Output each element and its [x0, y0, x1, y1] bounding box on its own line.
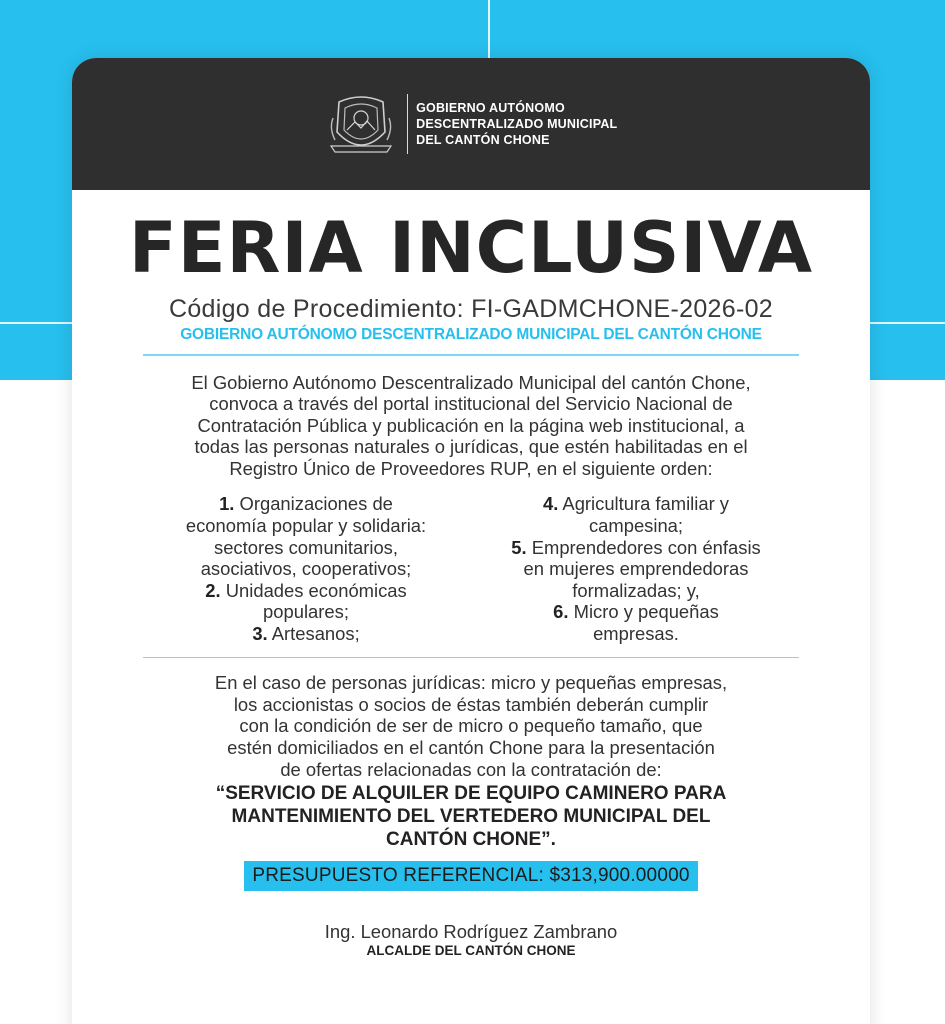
conditions-line: estén domiciliados en el cantón Chone para la presentación — [227, 736, 715, 758]
order-list-right — [471, 493, 801, 644]
intro-line: todas las personas naturales o jurídicas, que estén habilitadas en el — [194, 436, 748, 458]
list-item-line: economía popular y solidaria: — [185, 515, 427, 537]
municipal-seal-icon — [325, 88, 397, 160]
list-item-line: sectores comunitarios, — [214, 536, 398, 558]
list-item: 1. Organizaciones de — [219, 493, 393, 515]
list-item-line: formalizadas; y, — [572, 579, 700, 601]
background-line — [488, 0, 490, 60]
header-org-line: DEL CANTÓN CHONE — [416, 133, 550, 147]
background-line — [0, 322, 72, 324]
service-line: MANTENIMIENTO DEL VERTEDERO MUNICIPAL DEL — [231, 806, 711, 828]
conditions-line: En el caso de personas jurídicas: micro y pequeñas empresas, — [214, 672, 728, 694]
order-list — [72, 493, 870, 644]
signer-name: Ing. Leonardo Rodríguez Zambrano — [324, 921, 618, 943]
budget-container — [72, 861, 870, 891]
service-title — [132, 782, 810, 851]
conditions-line: de ofertas relacionadas con la contratación de: — [280, 758, 662, 780]
list-item-line: empresas. — [593, 623, 679, 645]
list-item: 4. Agricultura familiar y — [542, 493, 730, 515]
service-line: CANTÓN CHONE”. — [386, 829, 556, 851]
header-divider — [407, 94, 409, 154]
intro-line: convoca a través del portal institucional del Servicio Nacional de — [209, 393, 733, 415]
header-org-line: GOBIERNO AUTÓNOMO — [416, 101, 565, 115]
page-title: FERIA INCLUSIVA — [128, 207, 814, 289]
list-item-line: en mujeres emprendedoras — [523, 558, 749, 580]
conditions-line: los accionistas o socios de éstas también deberán cumplir — [233, 693, 709, 715]
conditions-line: con la condición de ser de micro o pequeño tamaño, que — [239, 715, 703, 737]
divider — [143, 657, 799, 659]
order-list-left — [141, 493, 471, 644]
header-bar — [72, 58, 870, 190]
header-org-name — [416, 100, 617, 148]
service-line: “SERVICIO DE ALQUILER DE EQUIPO CAMINERO PARA — [215, 783, 727, 805]
procedure-code: Código de Procedimiento: FI-GADMCHONE-2026-02 — [168, 295, 773, 323]
budget-badge: PRESUPUESTO REFERENCIAL: $313,900.00000 — [244, 861, 697, 891]
list-item-line: populares; — [263, 601, 349, 623]
background-line — [868, 322, 945, 324]
org-full-name: GOBIERNO AUTÓNOMO DESCENTRALIZADO MUNICIPAL DEL CANTÓN CHONE — [180, 326, 762, 343]
intro-line: Contratación Pública y publicación en la página web institucional, a — [197, 414, 745, 436]
intro-line: Registro Único de Proveedores RUP, en el siguiente orden: — [229, 457, 713, 479]
list-item: 2. Unidades económicas — [205, 579, 407, 601]
list-item: 6. Micro y pequeñas — [553, 601, 719, 623]
list-item-line: campesina; — [588, 515, 684, 537]
signer-role: ALCALDE DEL CANTÓN CHONE — [366, 943, 576, 959]
conditions-paragraph — [132, 672, 810, 780]
intro-line: El Gobierno Autónomo Descentralizado Municipal del cantón Chone, — [191, 371, 751, 393]
list-item-line: asociativos, cooperativos; — [200, 558, 412, 580]
list-item: 5. Emprendedores con énfasis — [511, 536, 761, 558]
divider — [143, 354, 799, 356]
intro-paragraph — [112, 372, 830, 480]
flyer-card — [72, 58, 870, 1024]
list-item: 3. Artesanos; — [252, 623, 360, 645]
header-org-line: DESCENTRALIZADO MUNICIPAL — [416, 117, 618, 131]
